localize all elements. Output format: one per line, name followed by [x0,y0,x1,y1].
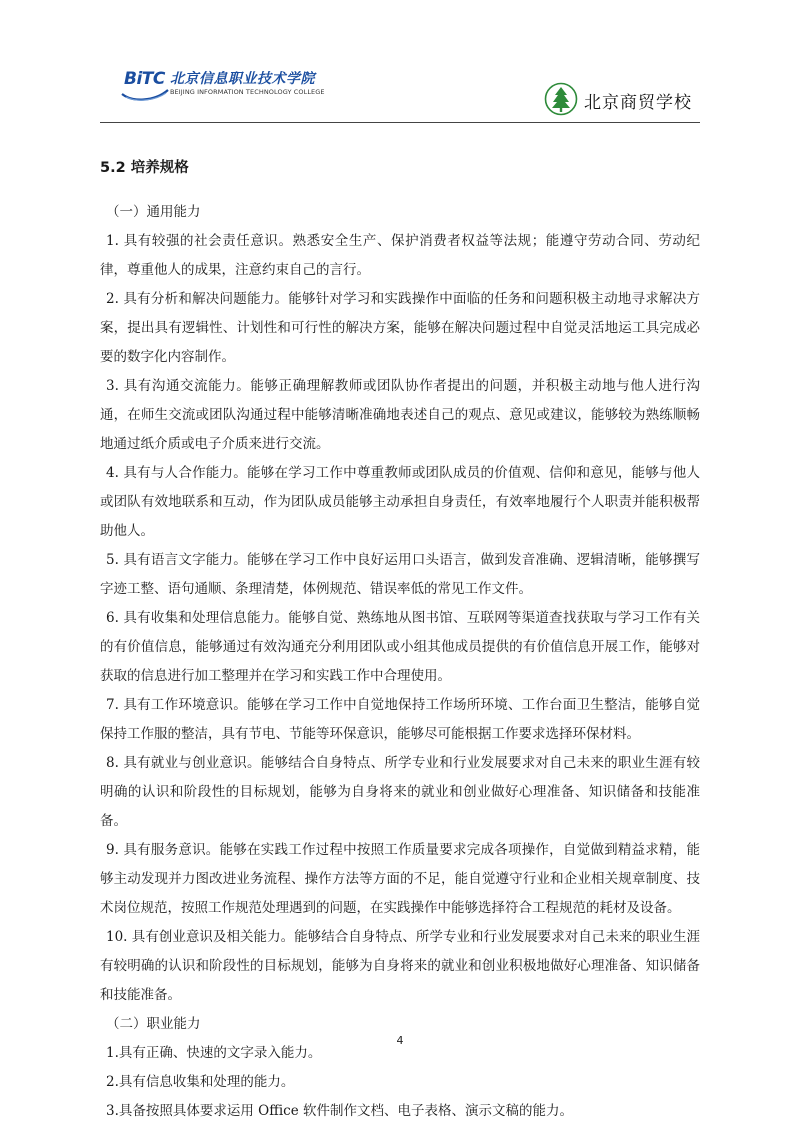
general-item-5: 5. 具有语言文字能力。能够在学习工作中良好运用口头语言，做到发音准确、逻辑清晰，能够撰写字迹工整、语句通顺、条理清楚，体例规范、错误率低的常见工作文件。 [100,552,700,597]
general-item-6: 6. 具有收集和处理信息能力。能够自觉、熟练地从图书馆、互联网等渠道查找获取与学习工作有关的有价值信息，能够通过有效沟通充分利用团队或小组其他成员提供的有价值信息开展工作，能够对获取的信息进行加工整理并在学习和实践工作中合理使用。 [100,610,700,684]
bitc-mark-text: BiTC [124,69,165,89]
professional-item-1: 1.具有正确、快速的文字录入能力。 [106,1045,322,1061]
general-item-7: 7. 具有工作环境意识。能够在学习工作中自觉地保持工作场所环境、工作台面卫生整洁，能够自觉保持工作服的整洁，具有节电、节能等环保意识，能够尽可能根据工作要求选择环保材料。 [100,697,700,742]
section-title: 5.2 培养规格 [100,160,189,176]
general-item-2: 2. 具有分析和解决问题能力。能够针对学习和实践操作中面临的任务和问题积极主动地寻求解决方案，提出具有逻辑性、计划性和可行性的解决方案，能够在解决问题过程中自觉灵活地运工具完成必要的数字化内容制作。 [100,291,700,365]
bitc-logo [120,62,330,106]
school-name: 北京商贸学校 [584,93,692,113]
page-content [100,156,700,1126]
school-logo [544,82,694,118]
page-header [0,0,800,125]
header-divider [100,122,700,123]
general-ability-heading: （一）通用能力 [106,204,201,220]
pine-tree-emblem-icon [544,82,578,116]
professional-ability-heading: （二）职业能力 [106,1016,201,1032]
pine-tree-emblem-svg [544,82,578,116]
professional-item-3: 3.具备按照具体要求运用 Office 软件制作文档、电子表格、演示文稿的能力。 [106,1103,573,1119]
general-item-10: 10. 具有创业意识及相关能力。能够结合自身特点、所学专业和行业发展要求对自己未来的职业生涯有较明确的认识和阶段性的目标规划，能够为自身将来的就业和创业积极地做好心理准备、知识储备和技能准备。 [100,929,700,1003]
general-item-1: 1. 具有较强的社会责任意识。熟悉安全生产、保护消费者权益等法规；能遵守劳动合同、劳动纪律，尊重他人的成果，注意约束自己的言行。 [100,233,700,278]
general-item-4: 4. 具有与人合作能力。能够在学习工作中尊重教师或团队成员的价值观、信仰和意见，能够与他人或团队有效地联系和互动，作为团队成员能够主动承担自身责任，有效率地履行个人职责并能积极帮助他人。 [100,465,700,539]
bitc-name-cn: 北京信息职业技术学院 [170,71,315,87]
general-item-3: 3. 具有沟通交流能力。能够正确理解教师或团队协作者提出的问题，并积极主动地与他人进行沟通，在师生交流或团队沟通过程中能够清晰准确地表述自己的观点、意见或建议，能够较为熟练顺畅地通过纸介质或电子介质来进行交流。 [100,378,700,452]
bitc-orbit-icon [120,66,170,102]
general-item-9: 9. 具有服务意识。能够在实践工作过程中按照工作质量要求完成各项操作，自觉做到精益求精，能够主动发现并力图改进业务流程、操作方法等方面的不足，能自觉遵守行业和企业相关规章制度、技术岗位规范，按照工作规范处理遇到的问题，在实践操作中能够选择符合工程规范的耗材及设备。 [100,842,700,916]
general-item-8: 8. 具有就业与创业意识。能够结合自身特点、所学专业和行业发展要求对自己未来的职业生涯有较明确的认识和阶段性的目标规划，能够为自身将来的就业和创业做好心理准备、知识储备和技能准备。 [100,755,700,829]
professional-item-2: 2.具有信息收集和处理的能力。 [106,1074,295,1090]
page-number: 4 [396,1034,404,1047]
bitc-name-en: BEIJING INFORMATION TECHNOLOGY COLLEGE [170,88,325,96]
